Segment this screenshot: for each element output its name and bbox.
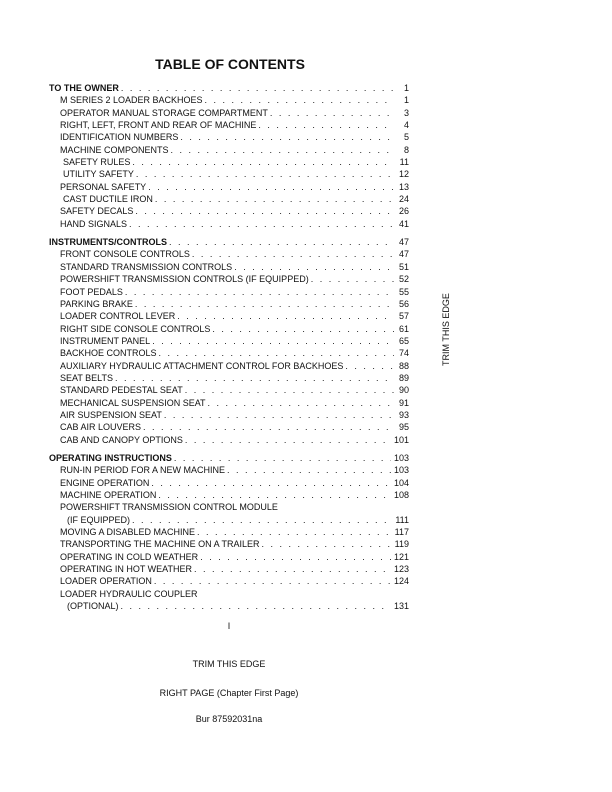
toc-entry — [49, 156, 409, 168]
toc-entry-page: 101 — [393, 434, 409, 445]
toc-entry — [49, 397, 409, 409]
dot-leader — [129, 218, 394, 230]
dot-leader — [174, 452, 391, 464]
toc-section-heading — [49, 82, 409, 94]
dot-leader — [262, 538, 392, 550]
toc-entry-page: 4 — [403, 120, 409, 131]
toc-entry-page: 52 — [398, 274, 409, 285]
toc-entry-page: 3 — [403, 107, 409, 118]
dot-leader — [171, 144, 394, 156]
dot-leader — [208, 397, 394, 409]
toc-entry-page: 1 — [403, 83, 409, 93]
toc-entry-title: MOVING A DISABLED MACHINE — [60, 527, 196, 538]
toc-entry — [49, 563, 409, 575]
toc-entry — [49, 335, 409, 347]
toc-entry-title: MECHANICAL SUSPENSION SEAT — [60, 397, 206, 408]
footer-trim-label: TRIM THIS EDGE — [192, 659, 266, 669]
toc-entry — [49, 310, 409, 322]
toc-entry-title: SAFETY DECALS — [60, 206, 134, 217]
toc-entry — [49, 298, 409, 310]
toc-entry — [49, 489, 409, 501]
toc-entry-title: TRANSPORTING THE MACHINE ON A TRAILER — [60, 539, 260, 550]
toc-entry-title: MACHINE OPERATION — [60, 490, 157, 500]
toc-entry-title: RUN-IN PERIOD FOR A NEW MACHINE — [60, 465, 226, 476]
dot-leader — [270, 107, 394, 119]
toc-entry-title: (IF EQUIPPED) — [67, 514, 131, 525]
toc-entry-page: 8 — [403, 144, 409, 155]
toc-entry — [49, 588, 409, 600]
toc-entry-page: 108 — [393, 490, 409, 500]
toc-entry — [49, 131, 409, 143]
toc-entry-title: HAND SIGNALS — [60, 218, 128, 229]
toc-entry — [49, 347, 409, 359]
dot-leader — [152, 335, 394, 347]
toc-entry-page: 88 — [398, 360, 409, 371]
toc-entry-title: POWERSHIFT TRANSMISSION CONTROL MODULE — [60, 502, 278, 513]
toc-entry-page: 74 — [398, 348, 409, 359]
dot-leader — [121, 600, 391, 612]
toc-entry-title: UTILITY SAFETY — [63, 169, 134, 180]
footer-page-type: RIGHT PAGE (Chapter First Page) — [159, 688, 299, 698]
toc-entry-page: 11 — [399, 157, 409, 168]
toc-entry — [49, 205, 409, 217]
toc-entry-page: 47 — [398, 249, 409, 260]
toc-entry-title: ENGINE OPERATION — [60, 477, 150, 488]
toc-entry-page: 26 — [398, 206, 409, 217]
toc-entry — [49, 384, 409, 396]
toc-entry-title: AUXILIARY HYDRAULIC ATTACHMENT CONTROL FOR BACKHOES — [60, 360, 344, 371]
toc-entry-page: 56 — [398, 298, 409, 309]
toc-entry-title: PARKING BRAKE — [60, 298, 133, 309]
toc-entry-page: 131 — [393, 601, 409, 612]
dot-leader — [169, 236, 394, 248]
toc-section-heading — [49, 452, 409, 464]
toc-entry-title: OPERATOR MANUAL STORAGE COMPARTMENT — [60, 107, 268, 118]
toc-entry-title: FRONT CONSOLE CONTROLS — [60, 249, 190, 260]
dot-leader — [345, 360, 394, 372]
footer-code: Bur 87592031na — [195, 714, 263, 724]
toc-entry-page: 91 — [398, 397, 409, 408]
toc-entry-title: OPERATING IN HOT WEATHER — [60, 564, 193, 575]
dot-leader — [125, 286, 394, 298]
toc-entry — [49, 94, 409, 106]
toc-entry — [49, 575, 409, 587]
toc-entry-title: INSTRUMENTS/CONTROLS — [49, 237, 167, 248]
toc-entry-page: 103 — [393, 452, 409, 463]
toc-entry — [49, 286, 409, 298]
dot-leader — [258, 119, 394, 131]
toc-entry-title: INSTRUMENT PANEL — [60, 335, 151, 346]
toc-entry-page: 65 — [398, 335, 409, 346]
toc-entry — [49, 273, 409, 285]
toc-entry-page: 1 — [403, 95, 409, 106]
dot-leader — [154, 575, 391, 587]
toc-entry-title: OPERATING IN COLD WEATHER — [60, 551, 199, 562]
toc-entry-page: 41 — [398, 218, 409, 229]
dot-leader — [136, 168, 394, 180]
folio: I — [227, 621, 231, 631]
dot-leader — [164, 409, 394, 421]
dot-leader — [311, 273, 394, 285]
toc-entry-title: CAST DUCTILE IRON — [63, 194, 153, 205]
dot-leader — [227, 464, 391, 476]
dot-leader — [135, 298, 394, 310]
toc-entry — [49, 526, 409, 538]
toc-entry-title: PERSONAL SAFETY — [60, 181, 147, 192]
toc-section — [49, 82, 409, 230]
toc-entry — [49, 538, 409, 550]
dot-leader — [234, 261, 394, 273]
toc-entry-title: TO THE OWNER — [49, 83, 119, 93]
dot-leader — [159, 347, 394, 359]
dot-leader — [115, 372, 394, 384]
dot-leader — [197, 526, 392, 538]
dot-leader — [132, 156, 394, 168]
toc-entry-title: RIGHT SIDE CONSOLE CONTROLS — [60, 323, 211, 334]
toc-entry — [49, 181, 409, 193]
toc-entry — [49, 600, 409, 612]
toc-entry-title: CAB AIR LOUVERS — [60, 422, 142, 433]
toc-entry-title: CAB AND CANOPY OPTIONS — [60, 434, 183, 445]
dot-leader — [192, 248, 394, 260]
toc-entry — [49, 323, 409, 335]
toc-entry — [49, 434, 409, 446]
dot-leader — [143, 421, 394, 433]
dot-leader — [200, 551, 391, 563]
toc-entry — [49, 218, 409, 230]
toc-entry — [49, 193, 409, 205]
toc-entry-title: (OPTIONAL) — [67, 601, 119, 612]
toc-entry-page: 61 — [398, 323, 409, 334]
dot-leader — [135, 205, 394, 217]
toc-section-heading — [49, 236, 409, 248]
dot-leader — [155, 193, 394, 205]
toc-entry-title: OPERATING INSTRUCTIONS — [49, 452, 172, 463]
toc-entry — [49, 248, 409, 260]
toc-entry-title: FOOT PEDALS — [60, 286, 123, 297]
side-trim-label: TRIM THIS EDGE — [441, 293, 451, 366]
toc-entry — [49, 119, 409, 131]
toc-entry — [49, 168, 409, 180]
dot-leader — [148, 181, 394, 193]
dot-leader — [185, 434, 391, 446]
toc-entry-page: 57 — [398, 311, 409, 322]
toc-entry — [49, 360, 409, 372]
toc-entry — [49, 514, 409, 526]
toc-entry-page: 13 — [398, 181, 409, 192]
table-of-contents — [49, 82, 409, 618]
toc-entry — [49, 551, 409, 563]
dot-leader — [177, 310, 394, 322]
toc-entry — [49, 464, 409, 476]
toc-entry-title: BACKHOE CONTROLS — [60, 348, 157, 359]
toc-entry — [49, 421, 409, 433]
toc-entry-page: 103 — [393, 465, 409, 476]
toc-entry-title: LOADER OPERATION — [60, 576, 152, 587]
toc-entry-title: STANDARD TRANSMISSION CONTROLS — [60, 261, 233, 272]
toc-entry-title: STANDARD PEDESTAL SEAT — [60, 385, 183, 396]
toc-entry-page: 104 — [393, 477, 409, 488]
page-title: TABLE OF CONTENTS — [155, 56, 305, 72]
dot-leader — [205, 94, 394, 106]
dot-leader — [185, 384, 394, 396]
dot-leader — [121, 82, 394, 94]
toc-entry-title: AIR SUSPENSION SEAT — [60, 409, 162, 420]
toc-section — [49, 452, 409, 612]
toc-entry-page: 12 — [398, 169, 409, 180]
toc-entry-title: LOADER HYDRAULIC COUPLER — [60, 588, 198, 599]
dot-leader — [212, 323, 394, 335]
toc-entry — [49, 477, 409, 489]
toc-entry — [49, 372, 409, 384]
dot-leader — [132, 514, 392, 526]
toc-entry-page: 124 — [393, 576, 409, 587]
toc-entry-title: LOADER CONTROL LEVER — [60, 311, 176, 322]
toc-entry-page: 119 — [394, 539, 409, 550]
toc-entry-page: 47 — [398, 237, 409, 248]
toc-entry-title: POWERSHIFT TRANSMISSION CONTROLS (IF EQUIPPED) — [60, 274, 309, 285]
toc-entry — [49, 107, 409, 119]
dot-leader — [158, 489, 391, 501]
toc-entry-page: 111 — [395, 514, 409, 525]
toc-entry-page: 51 — [398, 261, 409, 272]
toc-entry — [49, 409, 409, 421]
toc-entry-page: 89 — [398, 372, 409, 383]
toc-entry-title: RIGHT, LEFT, FRONT AND REAR OF MACHINE — [60, 120, 257, 131]
toc-entry-title: MACHINE COMPONENTS — [60, 144, 169, 155]
toc-entry — [49, 261, 409, 273]
toc-entry-title: SAFETY RULES — [63, 157, 131, 168]
toc-entry-page: 5 — [403, 132, 409, 143]
toc-entry — [49, 144, 409, 156]
dot-leader — [180, 131, 394, 143]
toc-entry-title: SEAT BELTS — [60, 372, 114, 383]
toc-entry-title: IDENTIFICATION NUMBERS — [60, 132, 179, 143]
toc-entry-page: 123 — [393, 564, 409, 575]
toc-entry-title: M SERIES 2 LOADER BACKHOES — [60, 95, 203, 106]
toc-entry-page: 95 — [398, 422, 409, 433]
toc-entry-page: 90 — [398, 385, 409, 396]
toc-entry — [49, 501, 409, 513]
toc-entry-page: 24 — [398, 194, 409, 205]
dot-leader — [194, 563, 391, 575]
dot-leader — [151, 477, 391, 489]
toc-section — [49, 236, 409, 446]
toc-entry-page: 117 — [394, 527, 409, 538]
toc-entry-page: 55 — [398, 286, 409, 297]
toc-entry-page: 121 — [393, 551, 409, 562]
toc-entry-page: 93 — [398, 409, 409, 420]
